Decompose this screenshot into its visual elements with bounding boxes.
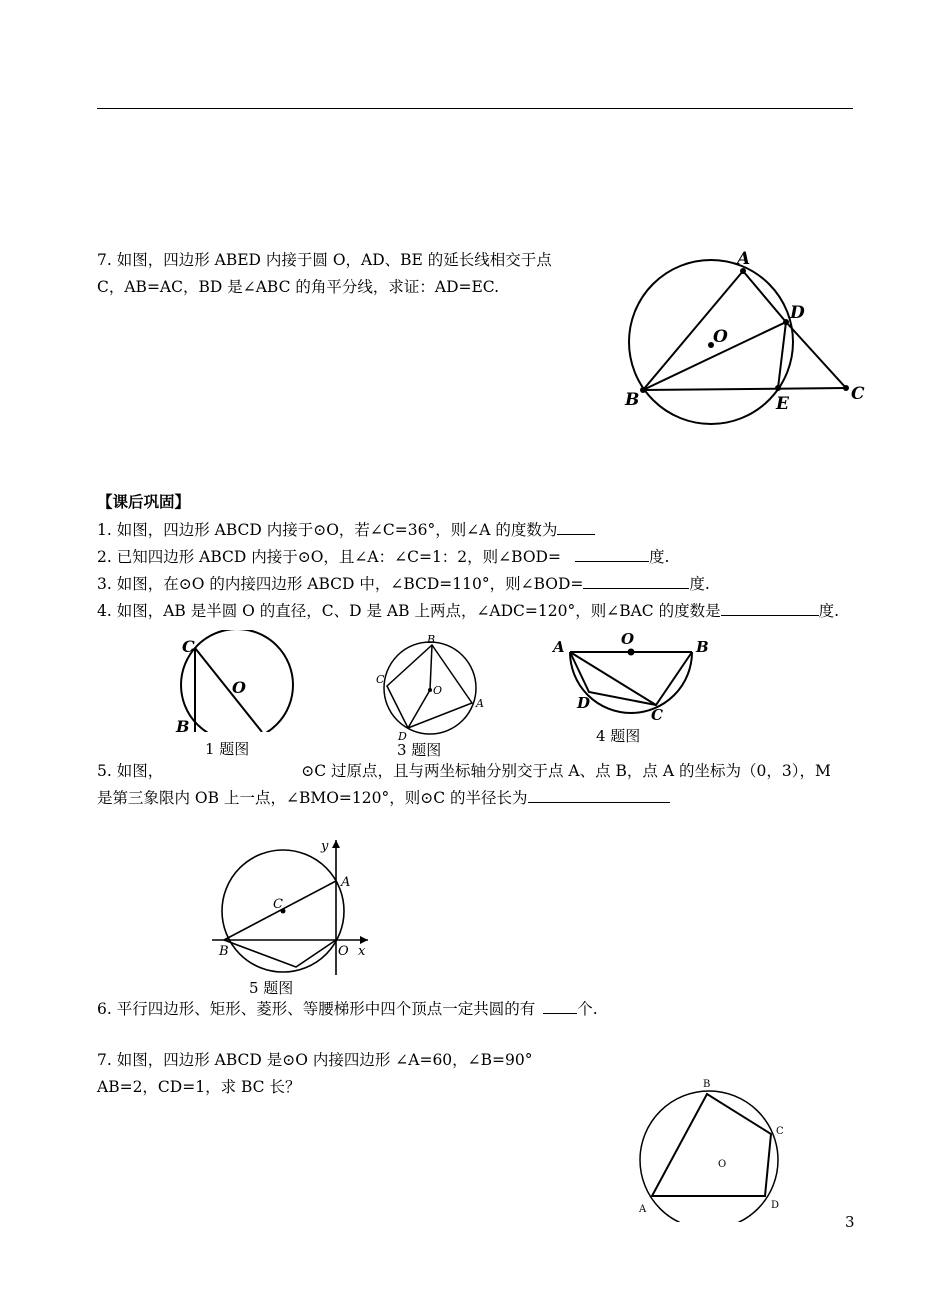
exercise-2: [97, 547, 669, 567]
answer-blank: [543, 999, 577, 1014]
label-e: E: [776, 394, 789, 414]
fig1-label-c: C: [182, 637, 195, 656]
fig3-label-b: B: [427, 633, 436, 646]
figure-3: [370, 632, 490, 744]
label-b: B: [625, 390, 640, 410]
exercise-6-text: 6. 平行四边形、矩形、菱形、等腰梯形中四个顶点一定共圆的有: [97, 1000, 536, 1018]
q7b-line-2: AB=2，CD=1，求 BC 长？: [97, 1078, 301, 1096]
fig5-label-b: B: [219, 944, 229, 959]
fig5-label-c: C: [273, 897, 283, 912]
exercise-1-text: 1. 如图，四边形 ABCD 内接于⊙O，若∠C=36°，则∠A 的度数为: [97, 521, 558, 539]
exercise-1: [97, 520, 595, 540]
answer-blank: [528, 788, 670, 803]
label-c: C: [851, 384, 865, 404]
figure-abed-circle: [615, 245, 875, 435]
q5-line-1-start: 5. 如图，: [97, 762, 164, 780]
fig4-label-c: C: [651, 706, 663, 722]
exercise-3-text: 3. 如图，在⊙O 的内接四边形 ABCD 中，∠BCD=110°，则∠BOD=: [97, 575, 584, 593]
exercise-3: [97, 574, 710, 594]
fig7-label-a: A: [639, 1204, 647, 1215]
label-o: O: [713, 327, 728, 347]
fig1-caption: 1 题图: [205, 740, 250, 758]
exercise-2-text: 2. 已知四边形 ABCD 内接于⊙O，且∠A：∠C=1：2，则∠BOD=: [97, 548, 561, 566]
q5-line-1-end: ⊙C 过原点，且与两坐标轴分别交于点 A、点 B，点 A 的坐标为（0，3），M: [301, 762, 831, 780]
fig5-label-a: A: [341, 875, 351, 890]
exercise-4-text: 4. 如图，AB 是半圆 O 的直径，C、D 是 AB 上两点，∠ADC=120°，则∠BAC 的度数是: [97, 602, 721, 620]
figure-5: [205, 832, 385, 982]
answer-blank: [721, 601, 819, 616]
fig7-label-c: C: [776, 1126, 784, 1137]
q7b-line-1: 7. 如图，四边形 ABCD 是⊙O 内接四边形 ∠A=60，∠B=90°: [97, 1051, 533, 1069]
fig3-label-o: O: [433, 684, 443, 697]
q5-line-2-text: 是第三象限内 OB 上一点，∠BMO=120°，则⊙C 的半径长为: [97, 789, 528, 807]
exercise-4-suffix: 度.: [818, 602, 840, 620]
fig4-caption: 4 题图: [596, 727, 641, 745]
q7-line-1: 7. 如图，四边形 ABED 内接于圆 O，AD、BE 的延长线相交于点: [97, 251, 552, 269]
answer-blank: [575, 547, 649, 562]
q7-line-2: C，AB=AC，BD 是∠ABC 的角平分线，求证：AD=EC.: [97, 278, 500, 296]
figure-4: [548, 630, 718, 722]
fig1-label-b: B: [176, 717, 190, 735]
fig7-label-d: D: [771, 1200, 780, 1211]
fig7-label-o: O: [718, 1159, 727, 1170]
fig1-label-o: O: [232, 678, 246, 697]
page-number: 3: [845, 1213, 855, 1231]
fig3-label-a: A: [476, 697, 484, 710]
fig5-label-x: x: [358, 944, 366, 959]
figure-7: [630, 1072, 790, 1222]
fig5-label-o: O: [338, 944, 349, 959]
label-a: A: [737, 249, 751, 269]
label-d: D: [790, 303, 805, 323]
fig3-caption: 3 题图: [397, 741, 442, 759]
figure-1: [170, 630, 300, 735]
fig3-label-d: D: [398, 730, 407, 743]
fig4-label-b: B: [696, 638, 709, 656]
exercise-3-suffix: 度.: [689, 575, 710, 593]
header-rule: [97, 108, 853, 109]
fig4-label-d: D: [577, 694, 591, 712]
exercise-6: [97, 999, 598, 1019]
section-heading: 【课后巩固】: [97, 492, 191, 511]
exercise-2-suffix: 度.: [648, 548, 670, 566]
exercise-6-suffix: 个.: [577, 1000, 598, 1018]
exercise-4: [97, 601, 839, 621]
fig7-label-b: B: [703, 1079, 711, 1090]
fig5-caption: 5 题图: [249, 979, 294, 997]
q5-line-1: [97, 761, 831, 781]
answer-blank: [557, 520, 595, 535]
fig4-label-o: O: [621, 630, 635, 648]
answer-blank: [583, 574, 689, 589]
fig4-label-a: A: [553, 638, 565, 656]
q5-line-2: [97, 788, 670, 808]
fig3-label-c: C: [376, 673, 385, 686]
fig5-label-y: y: [321, 839, 329, 854]
